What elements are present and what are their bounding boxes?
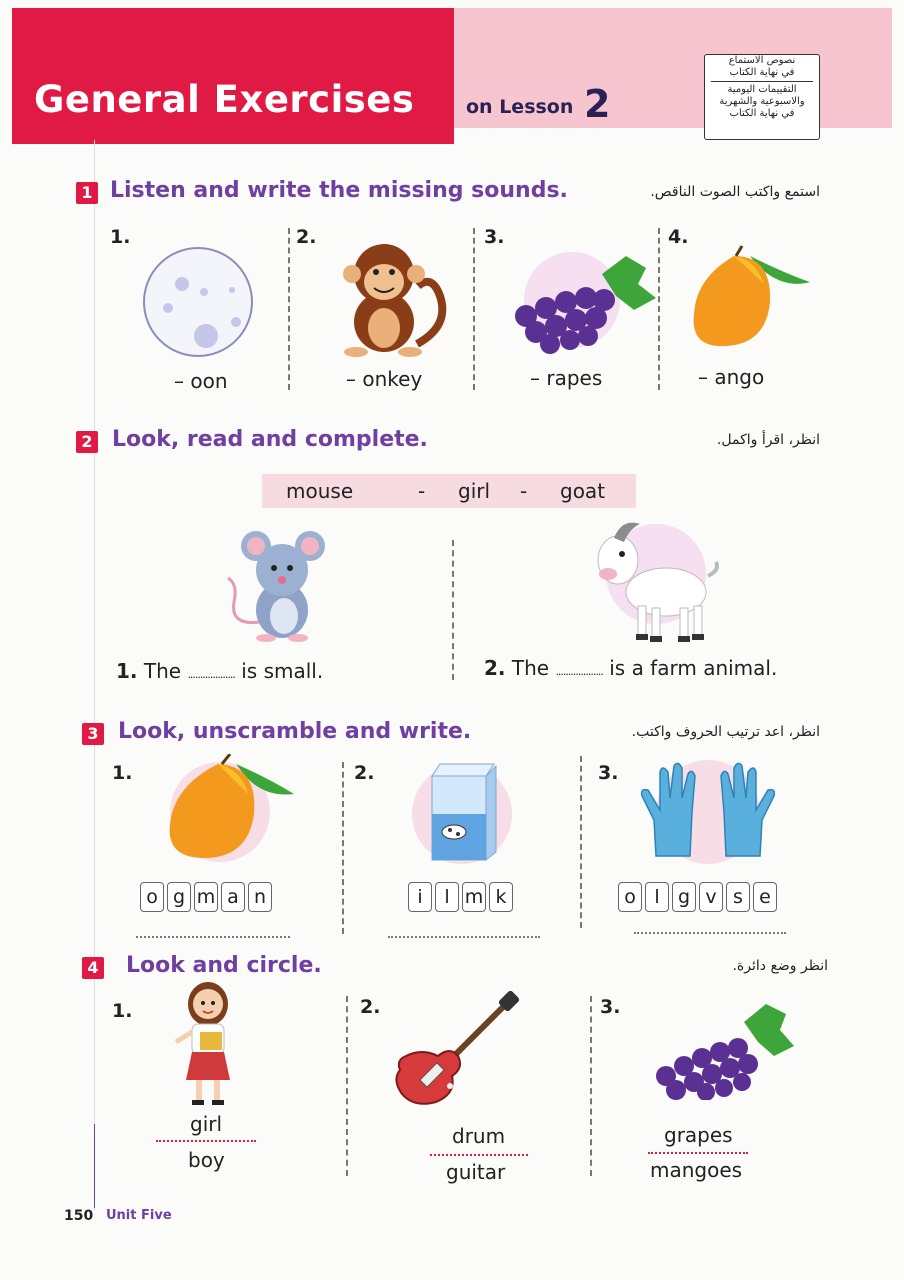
item-number: 3. — [598, 762, 619, 784]
scrambled-letters — [618, 882, 780, 912]
sentence-end: is small. — [241, 659, 324, 683]
item-number: 2. — [296, 226, 317, 248]
sentence-2 — [484, 656, 777, 680]
item-number: 1. — [112, 762, 133, 784]
missing-sound-word: – rapes — [530, 366, 603, 390]
letter-tile: m — [194, 882, 218, 912]
header-banner-red — [12, 8, 454, 144]
lesson-prefix: on Lesson — [466, 96, 574, 118]
letter-tile: l — [435, 882, 459, 912]
choice-option[interactable]: grapes — [664, 1123, 733, 1147]
note-line: التقييمات اليومية — [727, 84, 797, 95]
scrambled-letters — [408, 882, 516, 912]
word-bank-separator: - — [520, 479, 528, 503]
column-divider — [580, 756, 582, 928]
letter-tile: a — [221, 882, 245, 912]
column-divider — [452, 540, 454, 680]
lesson-number: 2 — [584, 82, 611, 126]
monkey-picture — [322, 234, 452, 360]
sentence-1 — [116, 659, 323, 683]
note-line: في نهاية الكتاب — [729, 108, 795, 119]
choice-option[interactable]: girl — [190, 1112, 223, 1136]
section-title: Look, unscramble and write. — [118, 719, 472, 744]
answer-blank[interactable]: ................... — [187, 668, 235, 681]
section-arabic-instruction: انظر، اعد ترتيب الحروف واكتب. — [631, 724, 820, 740]
letter-tile: i — [408, 882, 432, 912]
section-number: 3 — [82, 723, 104, 745]
letter-tile: o — [618, 882, 642, 912]
goat-picture — [588, 516, 722, 644]
margin-line — [94, 140, 95, 1210]
section-number: 2 — [76, 431, 98, 453]
choice-option[interactable]: drum — [452, 1124, 506, 1148]
letter-tile: o — [140, 882, 164, 912]
column-divider — [473, 228, 475, 390]
choice-option[interactable]: mangoes — [650, 1158, 743, 1182]
item-number: 2. — [484, 656, 506, 680]
sentence-start: The — [143, 659, 182, 683]
note-box — [704, 54, 820, 140]
note-line: نصوص الاستماع — [728, 55, 796, 66]
guitar-picture — [392, 990, 522, 1110]
lesson-subtitle — [466, 82, 610, 126]
letter-tile: s — [726, 882, 750, 912]
column-divider — [346, 996, 348, 1176]
word-bank-item: girl — [458, 479, 491, 503]
word-bank — [262, 474, 636, 508]
letter-tile: l — [645, 882, 669, 912]
item-number: 1. — [112, 1000, 133, 1022]
item-number: 2. — [354, 762, 375, 784]
section-title: Look, read and complete. — [112, 427, 428, 452]
word-bank-separator: - — [418, 479, 426, 503]
footer-line — [94, 1124, 95, 1208]
letter-tile: m — [462, 882, 486, 912]
item-number: 2. — [360, 996, 381, 1018]
section-arabic-instruction: انظر وضع دائرة. — [732, 958, 828, 974]
scrambled-letters — [140, 882, 275, 912]
letter-tile: v — [699, 882, 723, 912]
grapes-picture — [648, 1000, 796, 1100]
letter-tile: g — [672, 882, 696, 912]
choice-divider — [430, 1154, 528, 1156]
missing-sound-word: – onkey — [346, 367, 423, 391]
sentence-start: The — [511, 656, 550, 680]
column-divider — [590, 996, 592, 1176]
letter-tile: k — [489, 882, 513, 912]
item-number: 1. — [116, 659, 138, 683]
moon-picture — [140, 246, 256, 358]
section-number: 4 — [82, 957, 104, 979]
letter-tile: g — [167, 882, 191, 912]
choice-option[interactable]: boy — [188, 1148, 225, 1172]
answer-blank[interactable]: ................... — [555, 665, 603, 678]
answer-line[interactable] — [634, 932, 786, 934]
note-line: والاسبوعية والشهرية — [719, 96, 805, 107]
section-arabic-instruction: انظر، اقرأ واكمل. — [716, 432, 820, 448]
choice-divider — [648, 1152, 748, 1154]
girl-picture — [170, 976, 246, 1108]
sentence-end: is a farm animal. — [609, 656, 778, 680]
item-number: 1. — [110, 226, 131, 248]
missing-sound-word: – oon — [174, 369, 228, 393]
mango-picture — [686, 244, 814, 354]
mouse-picture — [226, 526, 330, 642]
section-number: 1 — [76, 182, 98, 204]
item-number: 3. — [600, 996, 621, 1018]
word-bank-item: goat — [560, 479, 606, 503]
letter-tile: n — [248, 882, 272, 912]
answer-line[interactable] — [136, 936, 290, 938]
item-number: 3. — [484, 226, 505, 248]
choice-option[interactable]: guitar — [446, 1160, 506, 1184]
grapes-picture — [506, 248, 658, 356]
gloves-picture — [632, 756, 784, 868]
mango-picture — [158, 754, 298, 866]
word-bank-item: mouse — [286, 479, 354, 503]
letter-tile: e — [753, 882, 777, 912]
column-divider — [342, 762, 344, 934]
page-title: General Exercises — [34, 78, 415, 121]
unit-label: Unit Five — [106, 1208, 172, 1223]
column-divider — [288, 228, 290, 390]
item-number: 4. — [668, 226, 689, 248]
page-number: 150 — [64, 1208, 94, 1224]
milk-carton-picture — [406, 756, 520, 866]
missing-sound-word: – ango — [698, 365, 765, 389]
section-arabic-instruction: استمع واكتب الصوت الناقص. — [650, 184, 820, 200]
section-title: Look and circle. — [126, 953, 322, 978]
column-divider — [658, 228, 660, 390]
section-title: Listen and write the missing sounds. — [110, 178, 568, 203]
choice-divider — [156, 1140, 256, 1142]
note-line: في نهاية الكتاب — [729, 67, 795, 78]
answer-line[interactable] — [388, 936, 540, 938]
